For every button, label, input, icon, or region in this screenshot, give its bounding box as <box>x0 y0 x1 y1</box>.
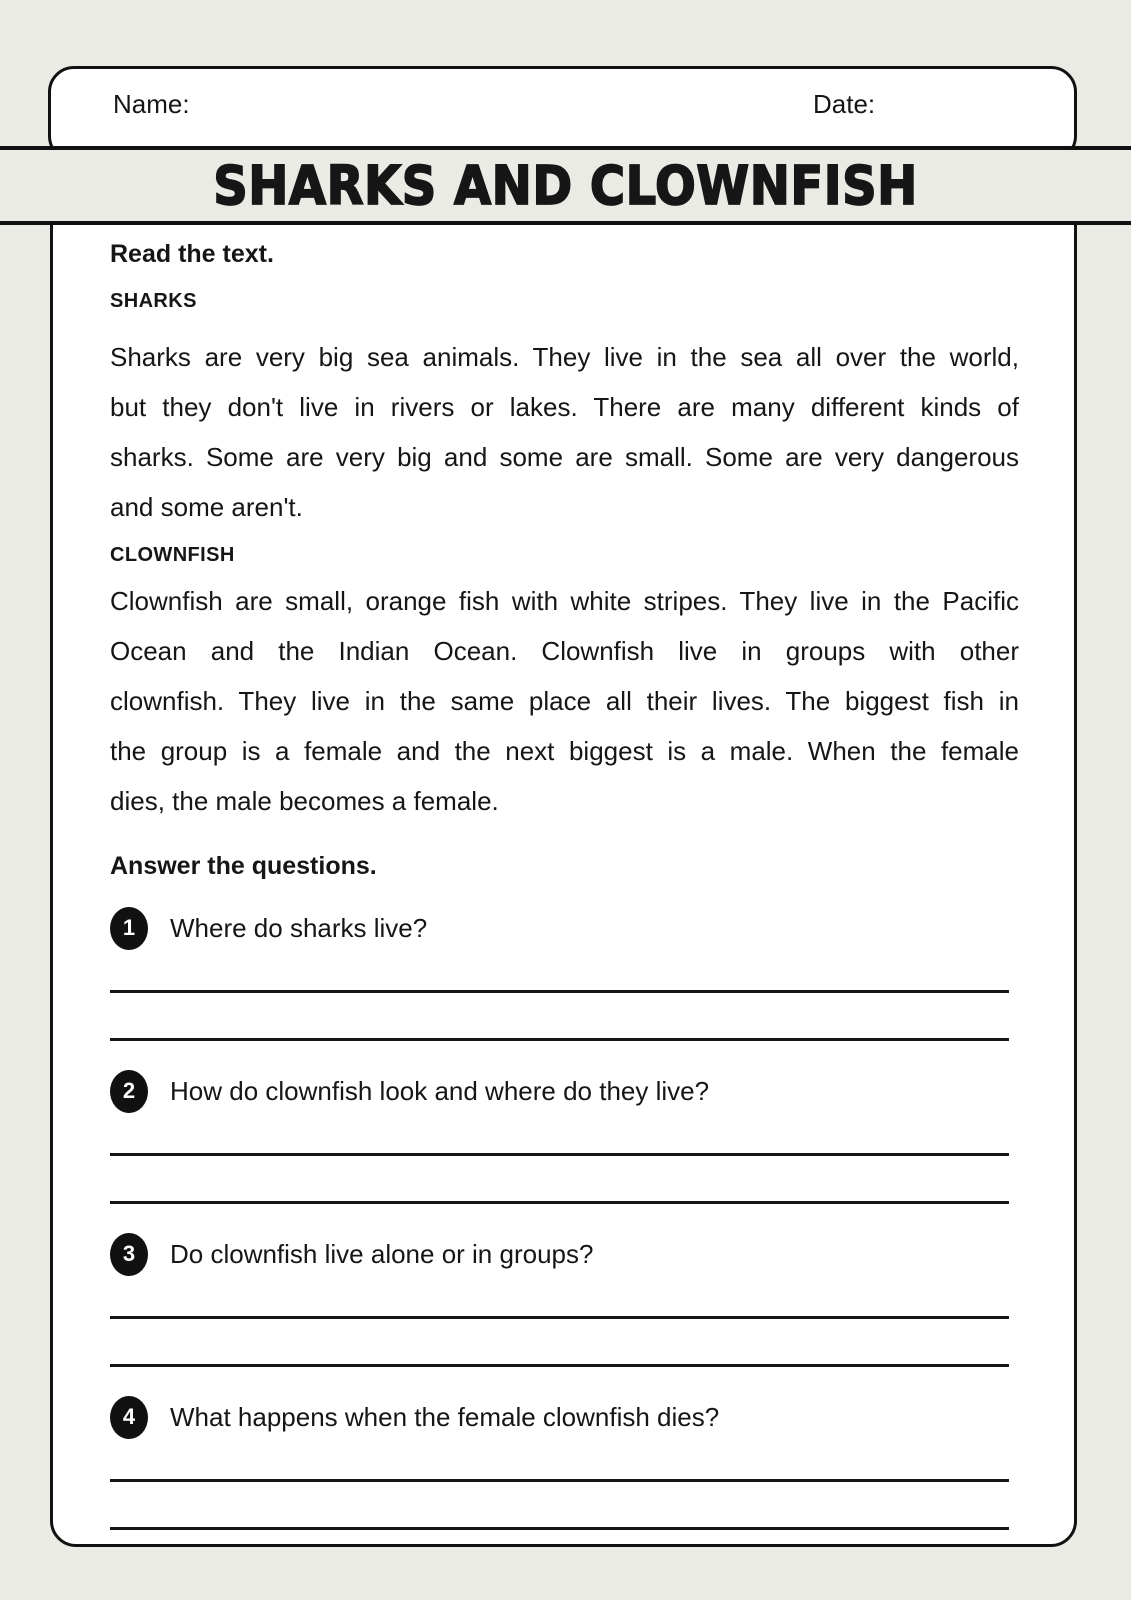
question-block-3 <box>110 1232 1019 1367</box>
question-row <box>110 906 1019 950</box>
passage-line: the group is a female and the next biggest is a male. When the female <box>110 736 1019 766</box>
worksheet-body <box>50 221 1077 1547</box>
question-number-badge: 2 <box>110 1070 148 1113</box>
date-label: Date: <box>813 89 876 119</box>
passage-heading-sharks: SHARKS <box>110 290 197 312</box>
answer-line[interactable] <box>110 990 1009 993</box>
passage-heading-clownfish: CLOWNFISH <box>110 544 235 566</box>
answer-line[interactable] <box>110 1153 1009 1156</box>
question-text: Do clownfish live alone or in groups? <box>170 1239 594 1269</box>
question-number-badge: 4 <box>110 1396 148 1439</box>
date-fill-area[interactable] <box>896 81 1096 127</box>
answer-line[interactable] <box>110 1479 1009 1482</box>
question-row <box>110 1395 1019 1439</box>
answer-instruction: Answer the questions. <box>110 852 377 880</box>
name-fill-area[interactable] <box>211 81 771 127</box>
passage-clownfish <box>110 576 1019 826</box>
question-block-4 <box>110 1395 1019 1530</box>
question-block-2 <box>110 1069 1019 1204</box>
passage-line: clownfish. They live in the same place all their lives. The biggest fish in <box>110 686 1019 716</box>
question-text: What happens when the female clownfish dies? <box>170 1402 720 1432</box>
question-row <box>110 1232 1019 1276</box>
passage-line: sharks. Some are very big and some are small. Some are very dangerous <box>110 442 1019 472</box>
question-row <box>110 1069 1019 1113</box>
passage-line: dies, the male becomes a female. <box>110 786 499 816</box>
question-block-1 <box>110 906 1019 1041</box>
question-number-badge: 3 <box>110 1233 148 1276</box>
passage-sharks <box>110 332 1019 532</box>
passage-line: Clownfish are small, orange fish with white stripes. They live in the Pacific <box>110 586 1019 616</box>
page-title: SHARKS AND CLOWNFISH <box>213 154 918 217</box>
passage-line: Sharks are very big sea animals. They live in the sea all over the world, <box>110 342 1019 372</box>
answer-line[interactable] <box>110 1527 1009 1530</box>
answer-line[interactable] <box>110 1316 1009 1319</box>
title-band <box>0 146 1131 225</box>
question-text: Where do sharks live? <box>170 913 428 943</box>
answer-line[interactable] <box>110 1038 1009 1041</box>
read-instruction: Read the text. <box>110 240 274 268</box>
worksheet-content <box>53 238 1074 1530</box>
passage-line: Ocean and the Indian Ocean. Clownfish live in groups with other <box>110 636 1019 666</box>
question-number-badge: 1 <box>110 907 148 950</box>
answer-line[interactable] <box>110 1364 1009 1367</box>
name-label: Name: <box>113 89 190 119</box>
passage-line: but they don't live in rivers or lakes. There are many different kinds of <box>110 392 1019 422</box>
question-text: How do clownfish look and where do they live? <box>170 1076 710 1106</box>
answer-line[interactable] <box>110 1201 1009 1204</box>
passage-line: and some aren't. <box>110 492 303 522</box>
